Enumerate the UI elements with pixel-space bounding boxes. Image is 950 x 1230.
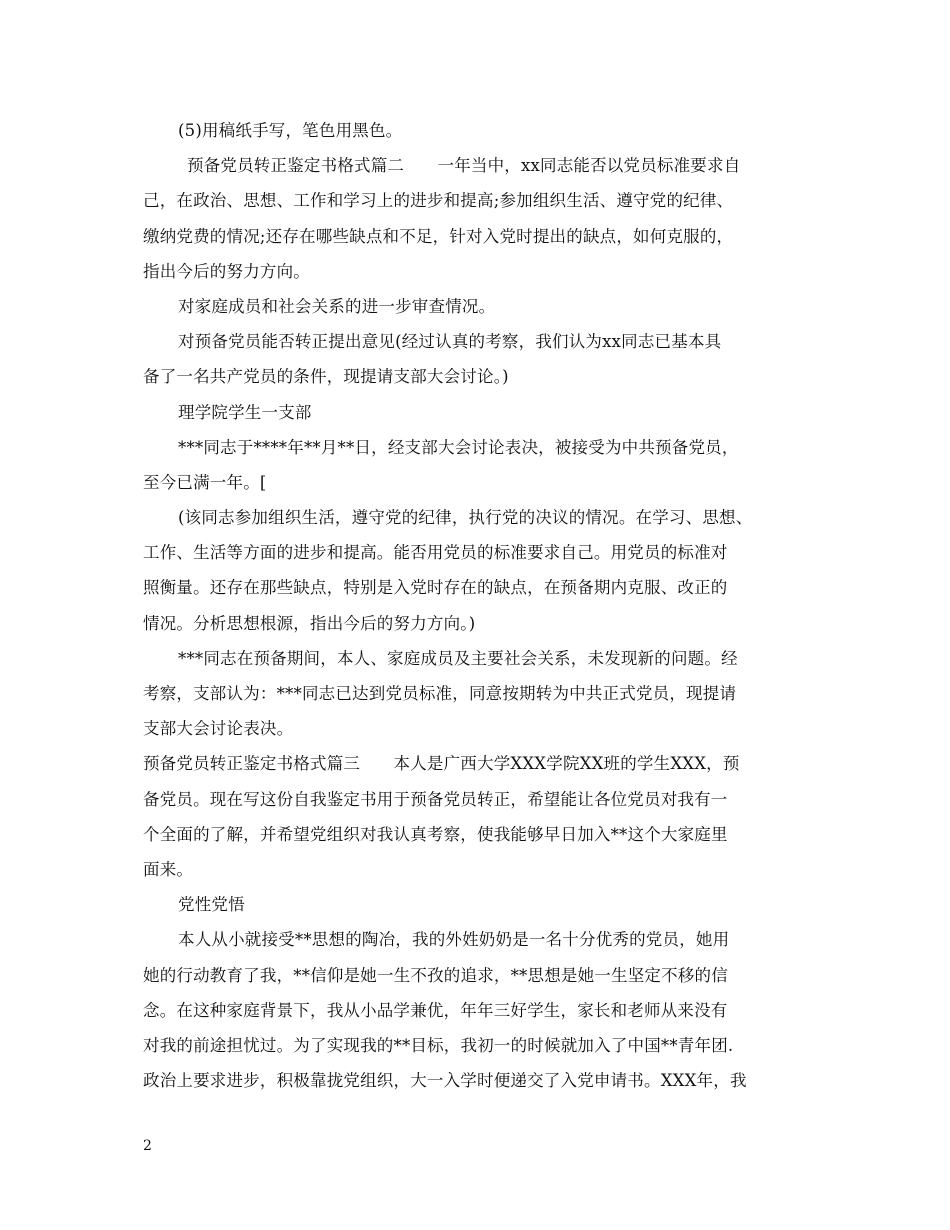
text-line: 念。在这种家庭背景下，我从小品学兼优，年年三好学生，家长和老师从来没有: [143, 1000, 728, 1020]
text-line: (该同志参加组织生活，遵守党的纪律，执行党的决议的情况。在学习、思想、: [178, 508, 753, 528]
text-line: 备党员。现在写这份自我鉴定书用于预备党员转正，希望能让各位党员对我有一: [143, 789, 728, 809]
text-line: ***同志于****年**月**日，经支部大会讨论表决，被接受为中共预备党员，: [178, 437, 739, 457]
text-line: 支部大会讨论表决。: [143, 719, 294, 739]
text-line: 缴纳党费的情况;还存在哪些缺点和不足，针对入党时提出的缺点，如何克服的，: [143, 226, 734, 246]
page-number: 2: [143, 1138, 152, 1154]
subheading-line: 党性党悟: [178, 895, 245, 915]
text-line: ***同志在预备期间，本人、家庭成员及主要社会关系，未发现新的问题。经: [178, 648, 738, 668]
section-heading-line: 预备党员转正鉴定书格式篇三 本人是广西大学XXX学院XX班的学生XXX，预: [143, 754, 740, 774]
text-line: 理学院学生一支部: [178, 402, 312, 422]
text-line: 工作、生活等方面的进步和提高。能否用党员的标准要求自己。用党员的标准对: [143, 543, 728, 563]
text-line: 面来。: [143, 859, 194, 879]
document-body: [143, 113, 823, 1098]
text-line: (5)用稿纸手写，笔色用黑色。: [178, 121, 403, 140]
text-line: 本人从小就接受**思想的陶冶，我的外姓奶奶是一名十分优秀的党员，她用: [178, 930, 730, 950]
text-line: 对家庭成员和社会关系的进一步审查情况。: [178, 296, 496, 316]
text-line: 己，在政治、思想、工作和学习上的进步和提高;参加组织生活、遵守党的纪律、: [143, 191, 734, 211]
section-heading-line: 预备党员转正鉴定书格式篇二 一年当中，xx同志能否以党员标准要求自: [187, 156, 741, 176]
text-line: 情况。分析思想根源，指出今后的努力方向。): [143, 613, 476, 633]
text-line: 指出今后的努力方向。: [143, 261, 310, 281]
text-line: 照衡量。还存在那些缺点，特别是入党时存在的缺点，在预备期内克服、改正的: [143, 578, 728, 598]
text-line: 考察，支部认为：***同志已达到党员标准，同意按期转为中共正式党员，现提请: [143, 684, 737, 703]
text-line: 政治上要求进步，积极靠拢党组织，大一入学时便递交了入党申请书。XXX年，我: [143, 1071, 747, 1091]
text-line: 备了一名共产党员的条件，现提请支部大会讨论。): [143, 367, 509, 387]
text-line: 至今已满一年。[: [143, 472, 267, 492]
text-line: 个全面的了解，并希望党组织对我认真考察，使我能够早日加入**这个大家庭里: [143, 824, 728, 844]
text-line: 对我的前途担忧过。为了实现我的**目标，我初一的时候就加入了中国**青年团.: [143, 1035, 734, 1055]
text-line: 她的行动教育了我，**信仰是她一生不孜的追求，**思想是她一生坚定不移的信: [143, 965, 728, 985]
text-line: 对预备党员能否转正提出意见(经过认真的考察，我们认为xx同志已基本具: [178, 332, 722, 352]
